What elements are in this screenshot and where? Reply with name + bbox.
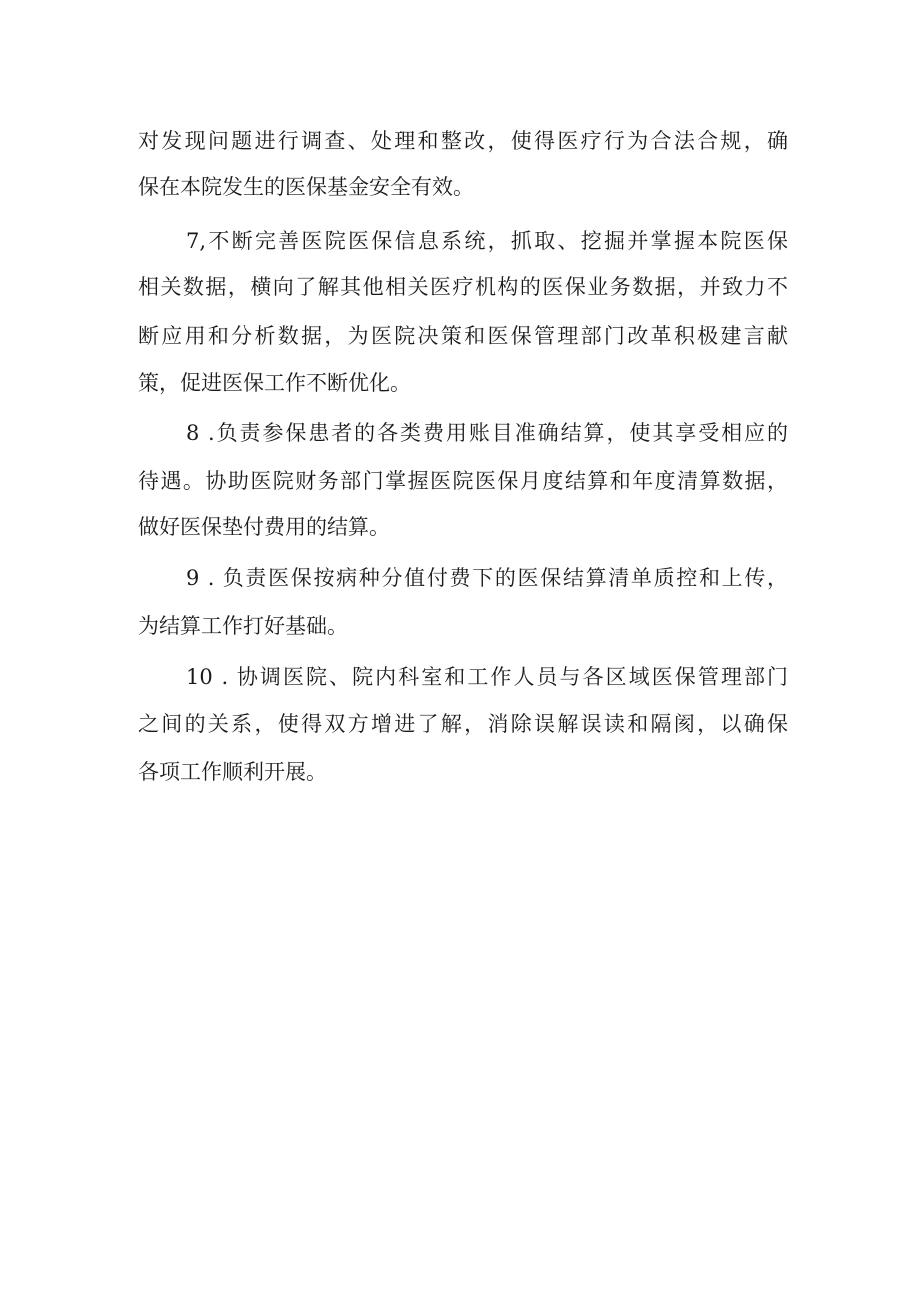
paragraph-line: 9 . 负责医保按病种分值付费下的医保结算清单质控和上传， [186,566,788,590]
paragraph-line: 断应用和分析数据，为医院决策和医保管理部门改革积极建言献 [138,324,788,348]
paragraph-line: 8 .负责参保患者的各类费用账目准确结算，使其享受相应的 [186,421,788,445]
paragraph-line: 10 . 协调医院、院内科室和工作人员与各区域医保管理部门 [186,665,788,689]
paragraph-line: 保在本院发生的医保基金安全有效。 [138,175,474,199]
paragraph-line: 各项工作顺利开展。 [138,760,327,784]
paragraph-line: 相关数据，横向了解其他相关医疗机构的医保业务数据，并致力不 [138,275,788,299]
paragraph-line: 策，促进医保工作不断优化。 [138,371,411,395]
paragraph-line: 7,不断完善医院医保信息系统，抓取、挖掘并掌握本院医保 [186,229,788,253]
paragraph-line: 之间的关系，使得双方增进了解，消除误解误读和隔阂，以确保 [138,712,788,736]
paragraph-line: 待遇。协助医院财务部门掌握医院医保月度结算和年度清算数据， [138,469,788,493]
paragraph-line: 做好医保垫付费用的结算。 [138,515,390,539]
paragraph-line: 为结算工作打好基础。 [138,614,348,638]
paragraph-line: 对发现问题进行调查、处理和整改，使得医疗行为合法合规，确 [138,129,788,153]
